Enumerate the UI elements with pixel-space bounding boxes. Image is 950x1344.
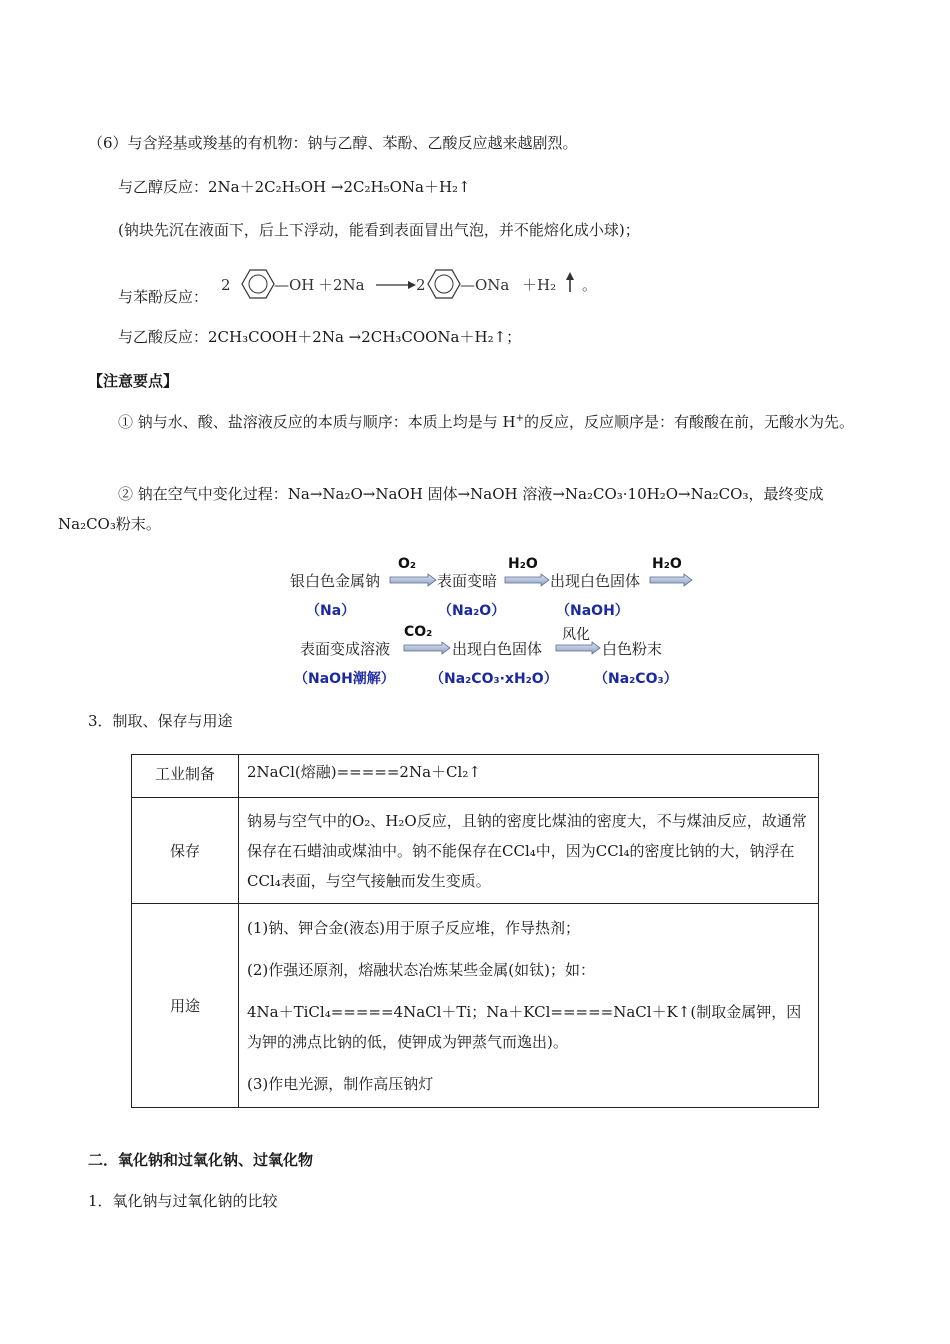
flow-arrow-4 xyxy=(404,642,450,654)
phenol-reaction xyxy=(118,264,638,310)
formula-naoh-deliquescence: （NaOH潮解） xyxy=(294,671,395,687)
phenol-equation-diagram xyxy=(118,264,638,310)
notice-heading: 【注意要点】 xyxy=(88,372,179,390)
uses-item-2-equations: 4Na＋TiCl₄=====4NaCl＋Ti；Na＋KCl=====NaCl＋K↑(制取金属钾，因为钾的沸点比钠的低，使钾成为钾蒸气而逸出)。 xyxy=(247,1002,802,1051)
uses-item-3: (3)作电光源，制作高压钠灯 xyxy=(247,1074,434,1093)
table-row xyxy=(132,798,819,904)
row-body-storage: 钠易与空气中的O₂、H₂O反应，且钠的密度比煤油的密度大，不与煤油反应，故通常保存在石蜡油或煤油中。钠不能保存在CCl₄中，因为CCl₄的密度比钠的大，钠浮在CCl₄表面，与空气接触而发生变质。 xyxy=(239,798,819,904)
phenol-coefficient-1: 2 xyxy=(221,276,231,294)
gas-arrowhead xyxy=(566,272,574,280)
section-two-heading: 二．氧化钠和过氧化钠、过氧化物 xyxy=(88,1151,314,1169)
phenol-period: 。 xyxy=(582,276,598,294)
reaction-arrowhead xyxy=(408,281,416,289)
h-plus-superscript: + xyxy=(515,413,525,424)
flow-arrow-1 xyxy=(390,574,436,586)
point-1-text-a: ① 钠与水、酸、盐溶液反应的本质与顺序：本质上均是与 H xyxy=(118,413,516,431)
flow-arrow-3 xyxy=(650,574,692,586)
sodium-air-change-diagram xyxy=(280,556,700,696)
flow-arrow-2 xyxy=(505,574,549,586)
acetic-label: 与乙酸反应： xyxy=(118,328,209,346)
phenol-oh-group: —OH xyxy=(274,276,315,294)
uses-item-2: (2)作强还原剂，熔融状态冶炼某些金属(如钛)；如： xyxy=(247,960,595,979)
row-head-storage: 保存 xyxy=(132,798,239,904)
state-silver-sodium: 银白色金属钠 xyxy=(290,572,381,590)
formula-na2co3-xh2o: （Na₂CO₃·xH₂O） xyxy=(430,671,558,687)
acetic-equation: 2CH₃COOH＋2Na →2CH₃COONa＋H₂↑； xyxy=(208,328,522,346)
point-1-text-b: 的反应，反应顺序是：有酸酸在前，无酸水为先。 xyxy=(524,413,855,431)
section-3-heading: 3．制取、保存与用途 xyxy=(88,712,233,730)
condition-h2o-1: H₂O xyxy=(508,556,538,572)
table-row xyxy=(132,755,819,798)
ethanol-reaction-line xyxy=(118,172,862,202)
row-body-uses xyxy=(239,904,819,1108)
benzene-ring-1 xyxy=(242,270,274,298)
ethanol-note: (钠块先沉在液面下，后上下浮动，能看到表面冒出气泡，并不能熔化成小球)； xyxy=(118,221,640,239)
phenol-coefficient-2: 2 xyxy=(416,276,426,294)
formula-na2co3: （Na₂CO₃） xyxy=(594,671,678,687)
state-surface-darkens: 表面变暗 xyxy=(437,572,498,590)
acetic-reaction-line xyxy=(118,322,862,352)
ethanol-label: 与乙醇反应： xyxy=(118,178,209,196)
sodium-reactant: ＋2Na xyxy=(318,276,365,294)
item-6-line: （6）与含羟基或羧基的有机物：钠与乙醇、苯酚、乙酸反应越来越剧烈。 xyxy=(88,134,578,152)
uses-item-1: (1)钠、钾合金(液态)用于原子反应堆，作导热剂； xyxy=(247,918,580,937)
row-head-industrial: 工业制备 xyxy=(132,755,239,798)
notice-point-2 xyxy=(58,479,862,539)
hydrogen-product: ＋H₂ xyxy=(522,276,557,294)
preparation-storage-uses-table xyxy=(131,754,819,1108)
formula-na2o: （Na₂O） xyxy=(438,603,506,619)
aromatic-circle-1 xyxy=(249,275,267,293)
condition-h2o-2: H₂O xyxy=(652,556,682,572)
formula-naoh: （NaOH） xyxy=(556,603,629,619)
section-two-item-1: 1．氧化钠与过氧化钠的比较 xyxy=(88,1192,278,1210)
formula-na: （Na） xyxy=(306,603,356,619)
point-2-text-a: ② 钠在空气中变化过程：Na→Na₂O→NaOH 固体→NaOH 溶液→Na₂CO₃·10H₂O→Na₂CO₃，最终变成 xyxy=(118,485,824,503)
row-body-industrial: 2NaCl(熔融)=====2Na＋Cl₂↑ xyxy=(239,755,819,798)
table-row xyxy=(132,904,819,1108)
benzene-ring-2 xyxy=(428,270,460,298)
aromatic-circle-2 xyxy=(435,275,453,293)
ethanol-equation: 2Na＋2C₂H₅OH →2C₂H₅ONa＋H₂↑ xyxy=(208,178,471,196)
condition-weathering: 风化 xyxy=(562,627,590,643)
phenol-label: 与苯酚反应： xyxy=(118,288,209,306)
condition-co2: CO₂ xyxy=(404,624,433,640)
phenoxide-ona-group: —ONa xyxy=(460,276,510,294)
point-2-text-b: Na₂CO₃粉末。 xyxy=(58,515,161,533)
state-white-powder: 白色粉末 xyxy=(602,640,663,658)
row-head-uses: 用途 xyxy=(132,904,239,1108)
state-surface-solution: 表面变成溶液 xyxy=(300,640,391,658)
notice-point-1 xyxy=(88,407,862,437)
condition-o2: O₂ xyxy=(398,556,417,572)
state-white-solid-1: 出现白色固体 xyxy=(550,572,641,590)
state-white-solid-2: 出现白色固体 xyxy=(452,640,543,658)
